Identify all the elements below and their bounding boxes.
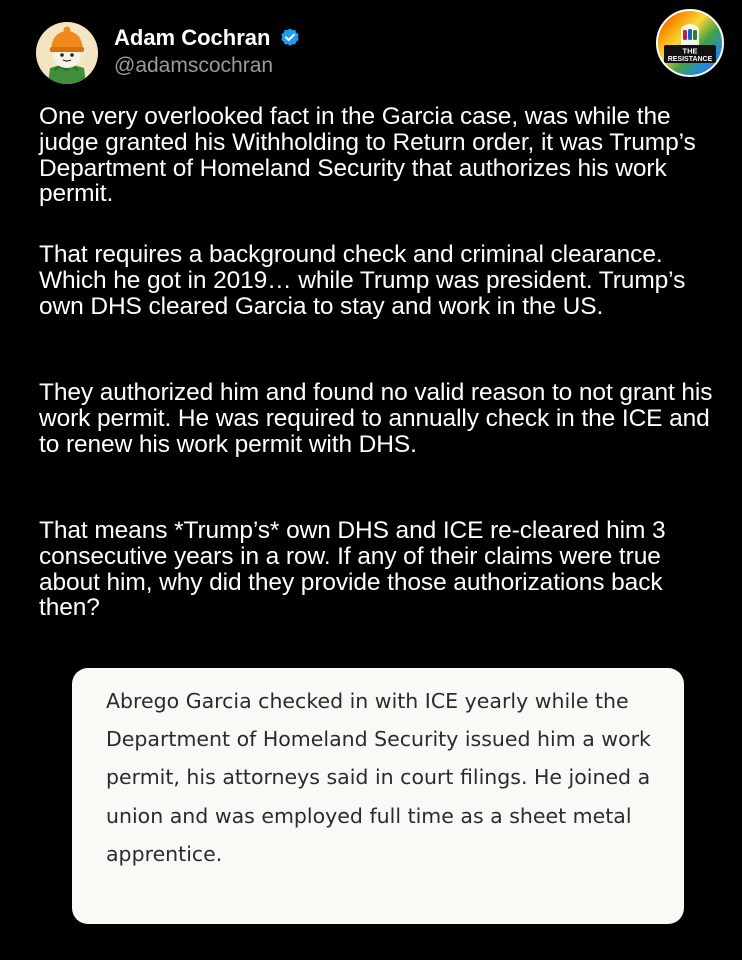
badge-line1: THE bbox=[682, 46, 698, 56]
post-paragraph-2: That requires a background check and criminal clearance. Which he got in 2019… while Trump was president. Trump’s own DHS cleared Garcia to stay and work in the US. bbox=[39, 241, 686, 320]
resistance-fist-icon bbox=[681, 24, 699, 46]
verified-check-icon bbox=[279, 27, 301, 49]
quoted-excerpt-text: Abrego Garcia checked in with ICE yearly while the Department of Homeland Security issued him a work permit, his attorneys said in court filings. He joined a union and was employed full time as a sheet metal apprentice. bbox=[106, 689, 651, 866]
avatar-character-icon bbox=[36, 22, 98, 84]
badge-line2: RESISTANCE bbox=[667, 56, 713, 63]
author-display-name[interactable]: Adam Cochran bbox=[114, 25, 271, 50]
avatar[interactable] bbox=[36, 22, 98, 84]
post-paragraph-4: That means *Trump’s* own DHS and ICE re-cleared him 3 consecutive years in a row. If any of their claims were true about him, why did they provide those authorizations back then? bbox=[39, 517, 666, 622]
resistance-badge bbox=[655, 8, 725, 78]
post-paragraph-1: One very overlooked fact in the Garcia case, was while the judge granted his Withholding to Return order, it was Trump’s Department of Homeland Security that authorizes his work permit. bbox=[39, 103, 696, 208]
post-paragraph-3: They authorized him and found no valid reason to not grant his work permit. He was required to annually check in the ICE and to renew his work permit with DHS. bbox=[39, 379, 713, 458]
quoted-excerpt-card bbox=[72, 668, 684, 924]
author-handle[interactable]: @adamscochran bbox=[114, 54, 274, 77]
